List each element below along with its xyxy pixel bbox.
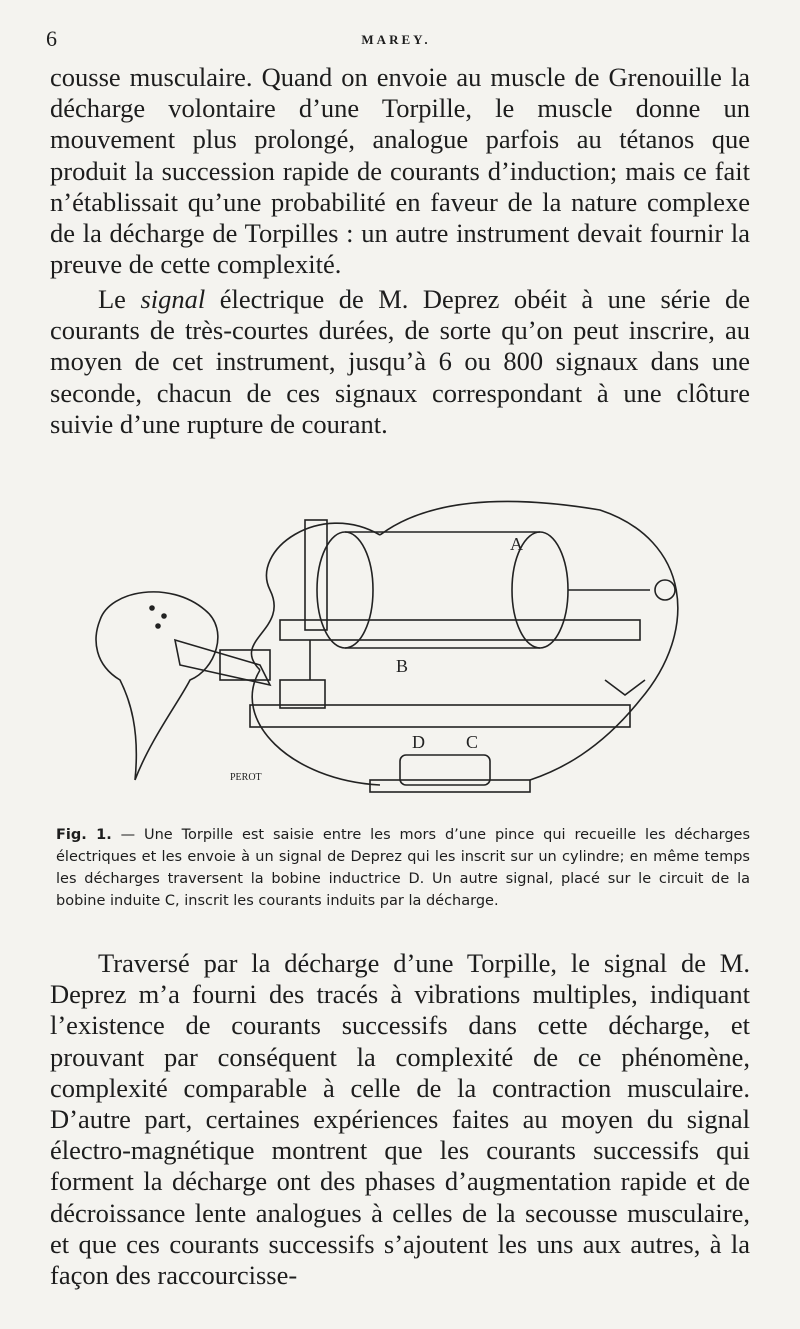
- label-a: A: [510, 534, 523, 554]
- figure-caption: [56, 824, 750, 912]
- running-head: MAREY.: [361, 32, 431, 47]
- engraver-signature: PEROT: [230, 772, 262, 783]
- paragraph-2-rest: électrique de M. Deprez obéit à une série de courants de très-courtes durées, de sorte qu’on peut inscrire, au moyen de cet instrument, jusqu’à 6 ou 800 signaux dans une seconde, chacun de ces signaux correspondant à une clôture suivie d’une rupture de courant.: [50, 284, 750, 439]
- coil-base: [370, 780, 530, 792]
- paragraph-1: [50, 62, 750, 280]
- label-d: D: [412, 732, 425, 752]
- figure-illustration: [80, 480, 680, 810]
- label-b: B: [396, 656, 409, 676]
- paragraph-3: [50, 948, 750, 1291]
- caption-text: — Une Torpille est saisie entre les mors d’une pince qui recueille les décharges électriques et les envoie à un signal de Deprez qui les inscrit sur un cylindre; en même temps les décharges traversent la bobine inductrice D. Un autre signal, placé sur le circuit de la bobine induite C, inscrit les courants induits par la décharge.: [56, 827, 750, 909]
- caption-label: Fig. 1.: [56, 827, 112, 843]
- paragraph-2: [50, 284, 750, 440]
- cylinder-stand: [305, 520, 327, 630]
- cylinder-base: [280, 620, 640, 640]
- torpedo-fish: [96, 592, 218, 780]
- label-c: C: [466, 732, 479, 752]
- page-header: [46, 26, 746, 52]
- apparatus-engraving: [80, 480, 680, 810]
- signal-b: [280, 680, 325, 708]
- paragraph-3-text: Traversé par la décharge d’une Torpille, le signal de M. Deprez m’a fourni des tracés à vibrations multiples, indiquant l’existence de courants successifs dans cette décharge, et prouvant par conséquent la complexité de ce phénomène, complexité comparable à celle de la contraction musculaire. D’autre part, certaines expériences faites au moyen du signal électro-magnétique montrent que les courants successifs qui forment la décharge ont des phases d’augmentation rapide et de décroissance lente analogues à celles de la secousse musculaire, et que ces courants successifs s’ajoutent les uns aux autres, à la façon des raccourcisse-: [50, 948, 750, 1291]
- paragraph-1-text: cousse musculaire. Quand on envoie au muscle de Grenouille la décharge volontaire d’une Torpille, le muscle donne un mouvement plus prolongé, analogue parfois au tétanos que produit la succession rapide de courants d’induction; mais ce fait n’établissait qu’une probabilité en faveur de la nature complexe de la décharge de Torpilles : un autre instrument devait fournir la preuve de cette complexité.: [50, 62, 750, 280]
- paragraph-2-lead: Le: [98, 284, 141, 314]
- page-number: 6: [46, 26, 57, 51]
- paragraph-2-emphasis: signal: [140, 284, 206, 314]
